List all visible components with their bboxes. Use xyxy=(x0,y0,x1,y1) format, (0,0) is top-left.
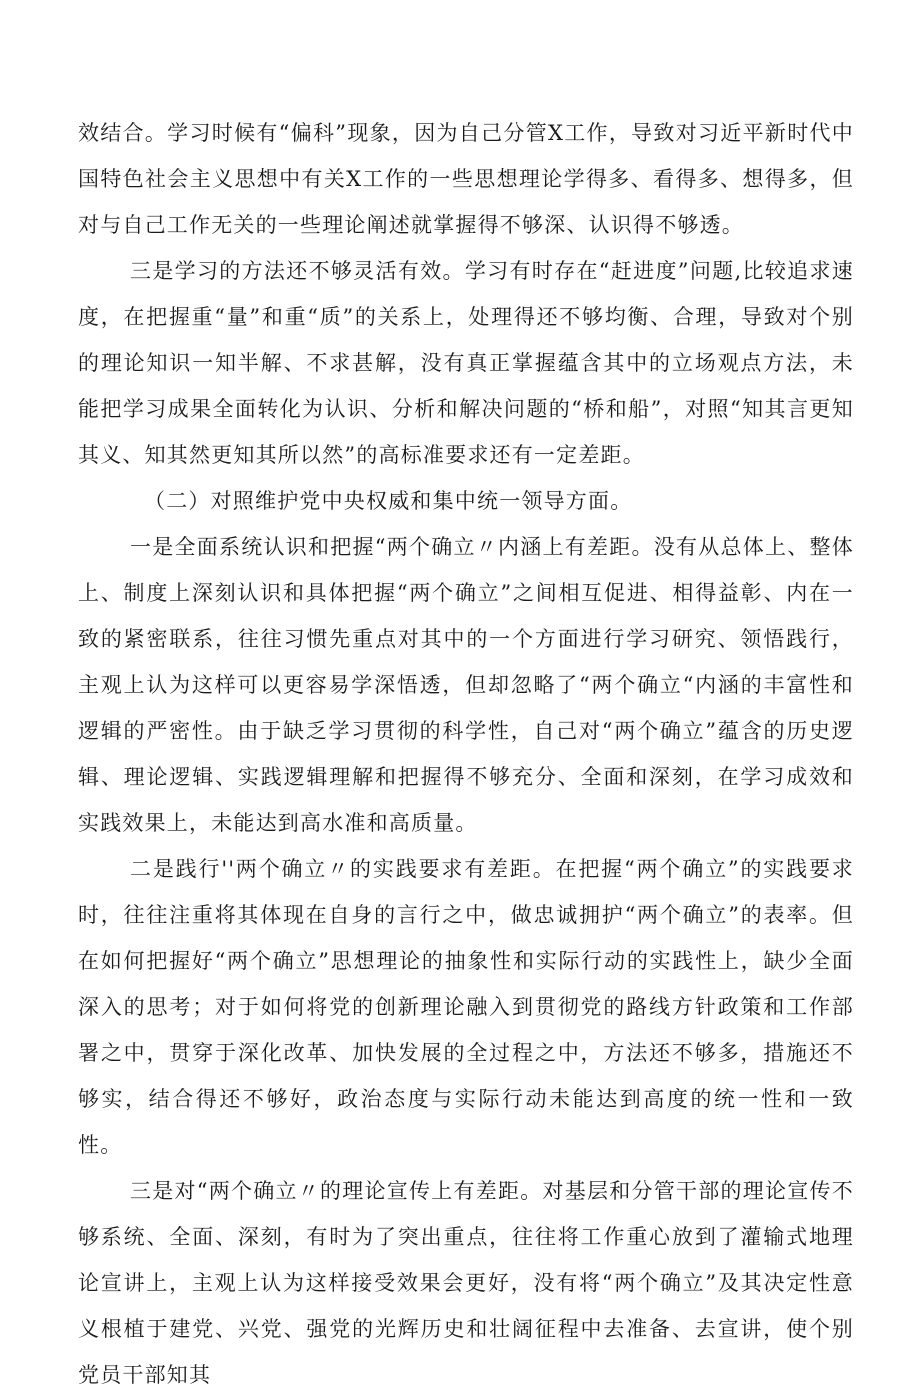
paragraph-point-three: 三是对“两个确立〃的理论宣传上有差距。对基层和分管干部的理论宣传不够系统、全面、深刻，有时为了突出重点，往往将工作重心放到了灌输式地理论宣讲上，主观上认为这样接受效果会更好，没有将“两个确立”及其决定性意义根植于建党、兴党、强党的光辉历史和壮阔征程中去准备、去宣讲，使个别党员干部知其 xyxy=(78,1179,854,1387)
section-heading: （二）对照维护党中央权威和集中统一领导方面。 xyxy=(144,489,633,513)
paragraph-point-two: 二是践行''两个确立〃的实践要求有差距。在把握“两个确立”的实践要求时，往往注重将其体现在自身的言行之中，做忠诚拥护“两个确立”的表率。但在如何把握好“两个确立”思想理论的抽象性和实际行动的实践性上，缺少全面深入的思考；对于如何将党的创新理论融入到贯彻党的路线方针政策和工作部署之中，贯穿于深化改革、加快发展的全过程之中，方法还不够多，措施还不够实，结合得还不够好，政治态度与实际行动未能达到高度的统一性和一致性。 xyxy=(78,857,854,1157)
paragraph-continuation: 效结合。学习时候有“偏科”现象，因为自己分管X工作，导致对习近平新时代中国特色社会主义思想中有关X工作的一些思想理论学得多、看得多、想得多，但对与自己工作无关的一些理论阐述就掌握得不够深、认识得不够透。 xyxy=(78,121,854,237)
paragraph-study-method: 三是学习的方法还不够灵活有效。学习有时存在“赶进度”问题,比较追求速度，在把握重“量”和重“质”的关系上，处理得还不够均衡、合理，导致对个别的理论知识一知半解、不求甚解，没有真正掌握蕴含其中的立场观点方法，未能把学习成果全面转化为认识、分析和解决问题的“桥和船”，对照“知其言更知其义、知其然更知其所以然”的高标准要求还有一定差距。 xyxy=(78,259,854,467)
document-body xyxy=(78,110,854,1398)
paragraph-point-one: 一是全面系统认识和把握“两个确立〃内涵上有差距。没有从总体上、整体上、制度上深刻认识和具体把握“两个确立”之间相互促进、相得益彰、内在一致的紧密联系，往往习惯先重点对其中的一个方面进行学习研究、领悟践行，主观上认为这样可以更容易学深悟透，但却忽略了“两个确立“内涵的丰富性和逻辑的严密性。由于缺乏学习贯彻的科学性，自己对“两个确立”蕴含的历史逻辑、理论逻辑、实践逻辑理解和把握得不够充分、全面和深刻，在学习成效和实践效果上，未能达到高水准和高质量。 xyxy=(78,535,854,835)
